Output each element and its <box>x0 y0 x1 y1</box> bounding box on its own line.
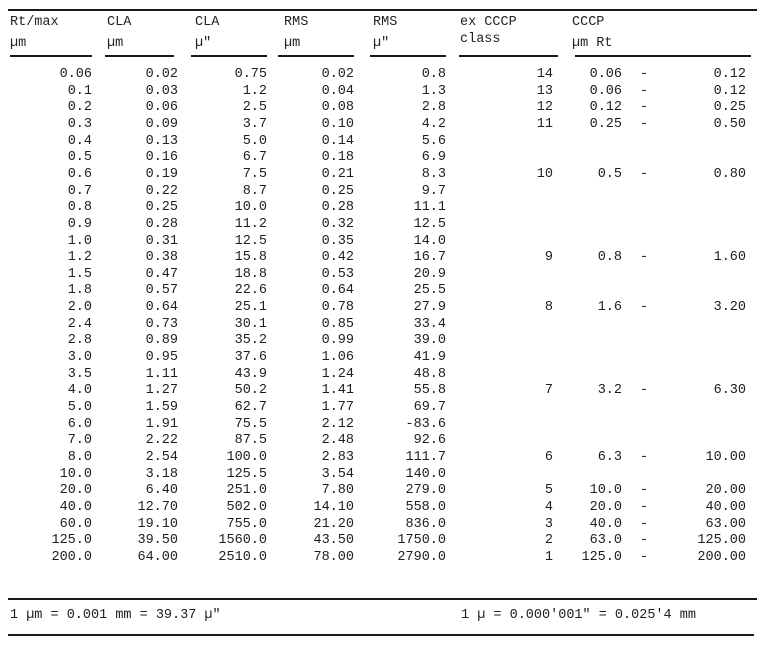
cell-rt-max-um: 3.0 <box>67 350 92 366</box>
header-line1: CLA <box>107 15 132 30</box>
cccp-class: 6 <box>544 449 553 465</box>
cell-rms-um: 14.10 <box>313 499 354 515</box>
range-dash: - <box>639 300 649 316</box>
cccp-to: 0.12 <box>713 83 746 99</box>
cell-cla-um: 1.91 <box>145 416 178 432</box>
cell-rms-uin: 48.8 <box>413 366 446 382</box>
cell-rms-uin: 279.0 <box>405 483 446 499</box>
header-line2: µ" <box>195 36 212 51</box>
header-underline <box>191 55 267 57</box>
cell-rms-um: 0.08 <box>321 100 354 116</box>
cccp-from: 0.8 <box>597 250 622 266</box>
cccp-to: 0.80 <box>713 166 746 182</box>
cccp-class: 2 <box>544 533 553 549</box>
cell-cla-uin: 30.1 <box>234 316 267 332</box>
cell-cla-um: 6.40 <box>145 483 178 499</box>
cell-cla-um: 2.54 <box>145 449 178 465</box>
cell-cla-uin: 43.9 <box>234 366 267 382</box>
cell-cla-um: 0.13 <box>145 133 178 149</box>
cell-rt-max-um: 0.4 <box>67 133 92 149</box>
cell-rms-um: 0.25 <box>321 183 354 199</box>
cccp-class: 12 <box>536 100 553 116</box>
cell-cla-um: 1.59 <box>145 400 178 415</box>
cell-cla-uin: 755.0 <box>226 516 267 532</box>
cell-rms-um: 0.28 <box>321 200 354 216</box>
top-rule <box>8 9 757 11</box>
footer-top-rule <box>8 598 757 600</box>
cell-rt-max-um: 5.0 <box>67 400 92 415</box>
cell-cla-um: 0.02 <box>145 67 178 82</box>
range-dash: - <box>639 516 649 532</box>
cell-cla-um: 0.16 <box>145 150 178 166</box>
cell-rt-max-um: 60.0 <box>59 516 92 532</box>
cell-rms-uin: 6.9 <box>421 150 446 166</box>
range-dash: - <box>639 383 649 399</box>
cell-rt-max-um: 0.2 <box>67 100 92 116</box>
cell-cla-um: 0.19 <box>145 166 178 182</box>
cell-rms-um: 0.32 <box>321 216 354 232</box>
cell-cla-um: 12.70 <box>137 499 178 515</box>
cell-rms-um: 0.64 <box>321 283 354 299</box>
cell-rms-uin: 16.7 <box>413 250 446 266</box>
cell-rt-max-um: 0.7 <box>67 183 92 199</box>
cell-cla-um: 0.38 <box>145 250 178 266</box>
cell-cla-uin: 37.6 <box>234 350 267 366</box>
cell-cla-um: 39.50 <box>137 533 178 549</box>
cccp-class: 1 <box>544 549 553 565</box>
cell-cla-uin: 2.5 <box>242 100 267 116</box>
cell-rms-um: 0.02 <box>321 67 354 82</box>
cell-cla-uin: 10.0 <box>234 200 267 216</box>
footer-imperial-conversion: 1 µ = 0.000'001" = 0.025'4 mm <box>461 608 696 623</box>
header-line1: ex CCCP <box>460 15 517 30</box>
header-line2: class <box>460 32 501 47</box>
header-underline <box>278 55 354 57</box>
cell-rms-uin: 0.8 <box>421 67 446 82</box>
cccp-to: 6.30 <box>713 383 746 399</box>
cell-rms-um: 0.53 <box>321 266 354 282</box>
cell-rms-uin: 4.2 <box>421 116 446 132</box>
cell-rt-max-um: 0.1 <box>67 83 92 99</box>
cccp-to: 1.60 <box>713 250 746 266</box>
cell-cla-uin: 3.7 <box>242 116 267 132</box>
cccp-to: 63.00 <box>705 516 746 532</box>
cell-cla-uin: 125.5 <box>226 466 267 482</box>
cell-rms-uin: 55.8 <box>413 383 446 399</box>
range-dash: - <box>639 67 649 82</box>
cell-rms-uin: 11.1 <box>413 200 446 216</box>
cell-rt-max-um: 1.2 <box>67 250 92 266</box>
cell-rms-um: 0.42 <box>321 250 354 266</box>
cell-cla-uin: 1.2 <box>242 83 267 99</box>
cell-rms-uin: 27.9 <box>413 300 446 316</box>
cell-rt-max-um: 0.5 <box>67 150 92 166</box>
cell-rms-uin: 12.5 <box>413 216 446 232</box>
header-line1: CLA <box>195 15 220 30</box>
cell-cla-uin: 62.7 <box>234 400 267 415</box>
cell-rms-uin: 558.0 <box>405 499 446 515</box>
cell-rms-uin: 9.7 <box>421 183 446 199</box>
header-line2: µm Rt <box>572 36 613 51</box>
range-dash: - <box>639 533 649 549</box>
cccp-to: 125.00 <box>697 533 746 549</box>
cell-cla-uin: 100.0 <box>226 449 267 465</box>
range-dash: - <box>639 166 649 182</box>
cell-cla-uin: 75.5 <box>234 416 267 432</box>
range-dash: - <box>639 100 649 116</box>
cell-rms-uin: 111.7 <box>405 449 446 465</box>
cccp-class: 11 <box>536 116 553 132</box>
cell-rt-max-um: 0.9 <box>67 216 92 232</box>
cell-rt-max-um: 2.4 <box>67 316 92 332</box>
cccp-class: 9 <box>544 250 553 266</box>
cell-rms-um: 0.21 <box>321 166 354 182</box>
header-rms-um <box>284 15 308 52</box>
cell-cla-uin: 50.2 <box>234 383 267 399</box>
cell-rt-max-um: 200.0 <box>51 549 92 565</box>
cell-cla-um: 0.89 <box>145 333 178 349</box>
range-dash: - <box>639 499 649 515</box>
cell-rms-um: 0.04 <box>321 83 354 99</box>
cell-rt-max-um: 125.0 <box>51 533 92 549</box>
cccp-from: 20.0 <box>589 499 622 515</box>
cccp-from: 63.0 <box>589 533 622 549</box>
cell-rms-um: 1.06 <box>321 350 354 366</box>
header-line2: µm <box>284 36 301 51</box>
cell-rms-um: 43.50 <box>313 533 354 549</box>
cell-rms-uin: 2.8 <box>421 100 446 116</box>
cell-cla-uin: 5.0 <box>242 133 267 149</box>
header-cccp-um-rt <box>572 15 613 52</box>
cell-rms-uin: 25.5 <box>413 283 446 299</box>
cell-rms-uin: 1750.0 <box>397 533 446 549</box>
cell-rms-uin: 92.6 <box>413 433 446 449</box>
cell-cla-uin: 6.7 <box>242 150 267 166</box>
cell-rms-um: 21.20 <box>313 516 354 532</box>
header-line2: µ" <box>373 36 390 51</box>
cell-rms-um: 2.48 <box>321 433 354 449</box>
header-cla-uin <box>195 15 219 52</box>
cell-cla-uin: 2510.0 <box>218 549 267 565</box>
cccp-class: 10 <box>536 166 553 182</box>
cell-rms-uin: 39.0 <box>413 333 446 349</box>
cell-rms-um: 0.10 <box>321 116 354 132</box>
cell-rt-max-um: 3.5 <box>67 366 92 382</box>
range-dash: - <box>639 549 649 565</box>
cell-rms-um: 0.18 <box>321 150 354 166</box>
cccp-from: 0.06 <box>589 83 622 99</box>
cell-rt-max-um: 20.0 <box>59 483 92 499</box>
range-dash: - <box>639 116 649 132</box>
cccp-from: 125.0 <box>581 549 622 565</box>
cell-rms-uin: 836.0 <box>405 516 446 532</box>
cccp-class: 4 <box>544 499 553 515</box>
cccp-to: 3.20 <box>713 300 746 316</box>
header-line2: µm <box>107 36 124 51</box>
cell-cla-uin: 18.8 <box>234 266 267 282</box>
cell-cla-uin: 15.8 <box>234 250 267 266</box>
cell-cla-uin: 12.5 <box>234 233 267 249</box>
cell-cla-um: 0.09 <box>145 116 178 132</box>
cccp-class: 8 <box>544 300 553 316</box>
cell-cla-um: 0.95 <box>145 350 178 366</box>
cell-cla-um: 1.11 <box>145 366 178 382</box>
header-underline <box>10 55 92 57</box>
cell-rt-max-um: 2.0 <box>67 300 92 316</box>
header-line1: Rt/max <box>10 15 59 30</box>
header-line1: CCCP <box>572 15 605 30</box>
cell-cla-uin: 35.2 <box>234 333 267 349</box>
cell-cla-um: 0.25 <box>145 200 178 216</box>
cell-rms-um: 0.35 <box>321 233 354 249</box>
cell-rt-max-um: 0.8 <box>67 200 92 216</box>
range-dash: - <box>639 83 649 99</box>
cell-cla-uin: 251.0 <box>226 483 267 499</box>
header-underline <box>575 55 751 57</box>
cell-rms-uin: 14.0 <box>413 233 446 249</box>
cell-rms-uin: 20.9 <box>413 266 446 282</box>
cell-cla-uin: 11.2 <box>234 216 267 232</box>
header-underline <box>105 55 174 57</box>
cell-rms-um: 1.24 <box>321 366 354 382</box>
cccp-to: 0.50 <box>713 116 746 132</box>
cccp-from: 10.0 <box>589 483 622 499</box>
cell-cla-um: 64.00 <box>137 549 178 565</box>
cell-cla-uin: 22.6 <box>234 283 267 299</box>
cell-cla-uin: 8.7 <box>242 183 267 199</box>
cccp-class: 14 <box>536 67 553 82</box>
cell-rms-um: 7.80 <box>321 483 354 499</box>
cell-rms-uin: 140.0 <box>405 466 446 482</box>
cell-cla-um: 0.28 <box>145 216 178 232</box>
cell-rt-max-um: 0.6 <box>67 166 92 182</box>
cell-rt-max-um: 8.0 <box>67 449 92 465</box>
header-underline <box>459 55 558 57</box>
cell-rms-uin: -83.6 <box>405 416 446 432</box>
cccp-from: 0.5 <box>597 166 622 182</box>
cell-rt-max-um: 0.3 <box>67 116 92 132</box>
cell-rms-um: 2.12 <box>321 416 354 432</box>
cccp-from: 0.12 <box>589 100 622 116</box>
cccp-to: 0.12 <box>713 67 746 82</box>
cell-cla-uin: 87.5 <box>234 433 267 449</box>
cell-rt-max-um: 7.0 <box>67 433 92 449</box>
cccp-class: 7 <box>544 383 553 399</box>
cccp-from: 6.3 <box>597 449 622 465</box>
header-underline <box>370 55 446 57</box>
cell-rt-max-um: 40.0 <box>59 499 92 515</box>
cell-cla-uin: 502.0 <box>226 499 267 515</box>
cccp-to: 10.00 <box>705 449 746 465</box>
header-rms-uin <box>373 15 397 52</box>
cccp-from: 40.0 <box>589 516 622 532</box>
range-dash: - <box>639 483 649 499</box>
footer-metric-conversion: 1 µm = 0.001 mm = 39.37 µ" <box>10 608 221 623</box>
cell-rms-uin: 41.9 <box>413 350 446 366</box>
cccp-from: 3.2 <box>597 383 622 399</box>
cell-cla-um: 0.31 <box>145 233 178 249</box>
cell-cla-um: 0.03 <box>145 83 178 99</box>
cell-cla-uin: 7.5 <box>242 166 267 182</box>
cell-cla-uin: 25.1 <box>234 300 267 316</box>
cell-rms-uin: 33.4 <box>413 316 446 332</box>
range-dash: - <box>639 449 649 465</box>
cell-cla-uin: 1560.0 <box>218 533 267 549</box>
cell-rt-max-um: 6.0 <box>67 416 92 432</box>
cell-cla-um: 19.10 <box>137 516 178 532</box>
cell-rms-um: 78.00 <box>313 549 354 565</box>
cell-rms-um: 1.41 <box>321 383 354 399</box>
cccp-to: 20.00 <box>705 483 746 499</box>
cell-cla-um: 2.22 <box>145 433 178 449</box>
cell-rms-uin: 5.6 <box>421 133 446 149</box>
cell-rms-uin: 69.7 <box>413 400 446 415</box>
cell-rms-uin: 2790.0 <box>397 549 446 565</box>
footer-bottom-rule <box>8 634 754 636</box>
header-rt-max <box>10 15 59 52</box>
cell-cla-um: 0.22 <box>145 183 178 199</box>
cell-rms-um: 1.77 <box>321 400 354 415</box>
cccp-class: 3 <box>544 516 553 532</box>
cell-rt-max-um: 4.0 <box>67 383 92 399</box>
cell-rt-max-um: 10.0 <box>59 466 92 482</box>
cell-rt-max-um: 1.0 <box>67 233 92 249</box>
cccp-to: 200.00 <box>697 549 746 565</box>
range-dash: - <box>639 250 649 266</box>
cccp-from: 0.25 <box>589 116 622 132</box>
cccp-to: 0.25 <box>713 100 746 116</box>
header-cla-um <box>107 15 131 52</box>
cccp-class: 13 <box>536 83 553 99</box>
cell-cla-um: 0.73 <box>145 316 178 332</box>
cell-rms-uin: 8.3 <box>421 166 446 182</box>
cell-rt-max-um: 1.8 <box>67 283 92 299</box>
cell-cla-uin: 0.75 <box>234 67 267 82</box>
header-line1: RMS <box>284 15 309 30</box>
cell-cla-um: 0.57 <box>145 283 178 299</box>
cell-cla-um: 0.06 <box>145 100 178 116</box>
cell-rt-max-um: 0.06 <box>59 67 92 82</box>
cell-rms-um: 0.14 <box>321 133 354 149</box>
cell-cla-um: 1.27 <box>145 383 178 399</box>
cell-rms-um: 3.54 <box>321 466 354 482</box>
cell-rms-um: 0.99 <box>321 333 354 349</box>
cccp-from: 0.06 <box>589 67 622 82</box>
cell-cla-um: 0.64 <box>145 300 178 316</box>
cell-rms-um: 2.83 <box>321 449 354 465</box>
cell-rt-max-um: 1.5 <box>67 266 92 282</box>
cell-rms-um: 0.85 <box>321 316 354 332</box>
cell-cla-um: 3.18 <box>145 466 178 482</box>
header-ex-cccp-class <box>460 15 517 48</box>
cell-rms-uin: 1.3 <box>421 83 446 99</box>
cell-rms-um: 0.78 <box>321 300 354 316</box>
cccp-class: 5 <box>544 483 553 499</box>
cccp-from: 1.6 <box>597 300 622 316</box>
cell-rt-max-um: 2.8 <box>67 333 92 349</box>
header-line1: RMS <box>373 15 398 30</box>
header-line2: µm <box>10 36 27 51</box>
cccp-to: 40.00 <box>705 499 746 515</box>
cell-cla-um: 0.47 <box>145 266 178 282</box>
